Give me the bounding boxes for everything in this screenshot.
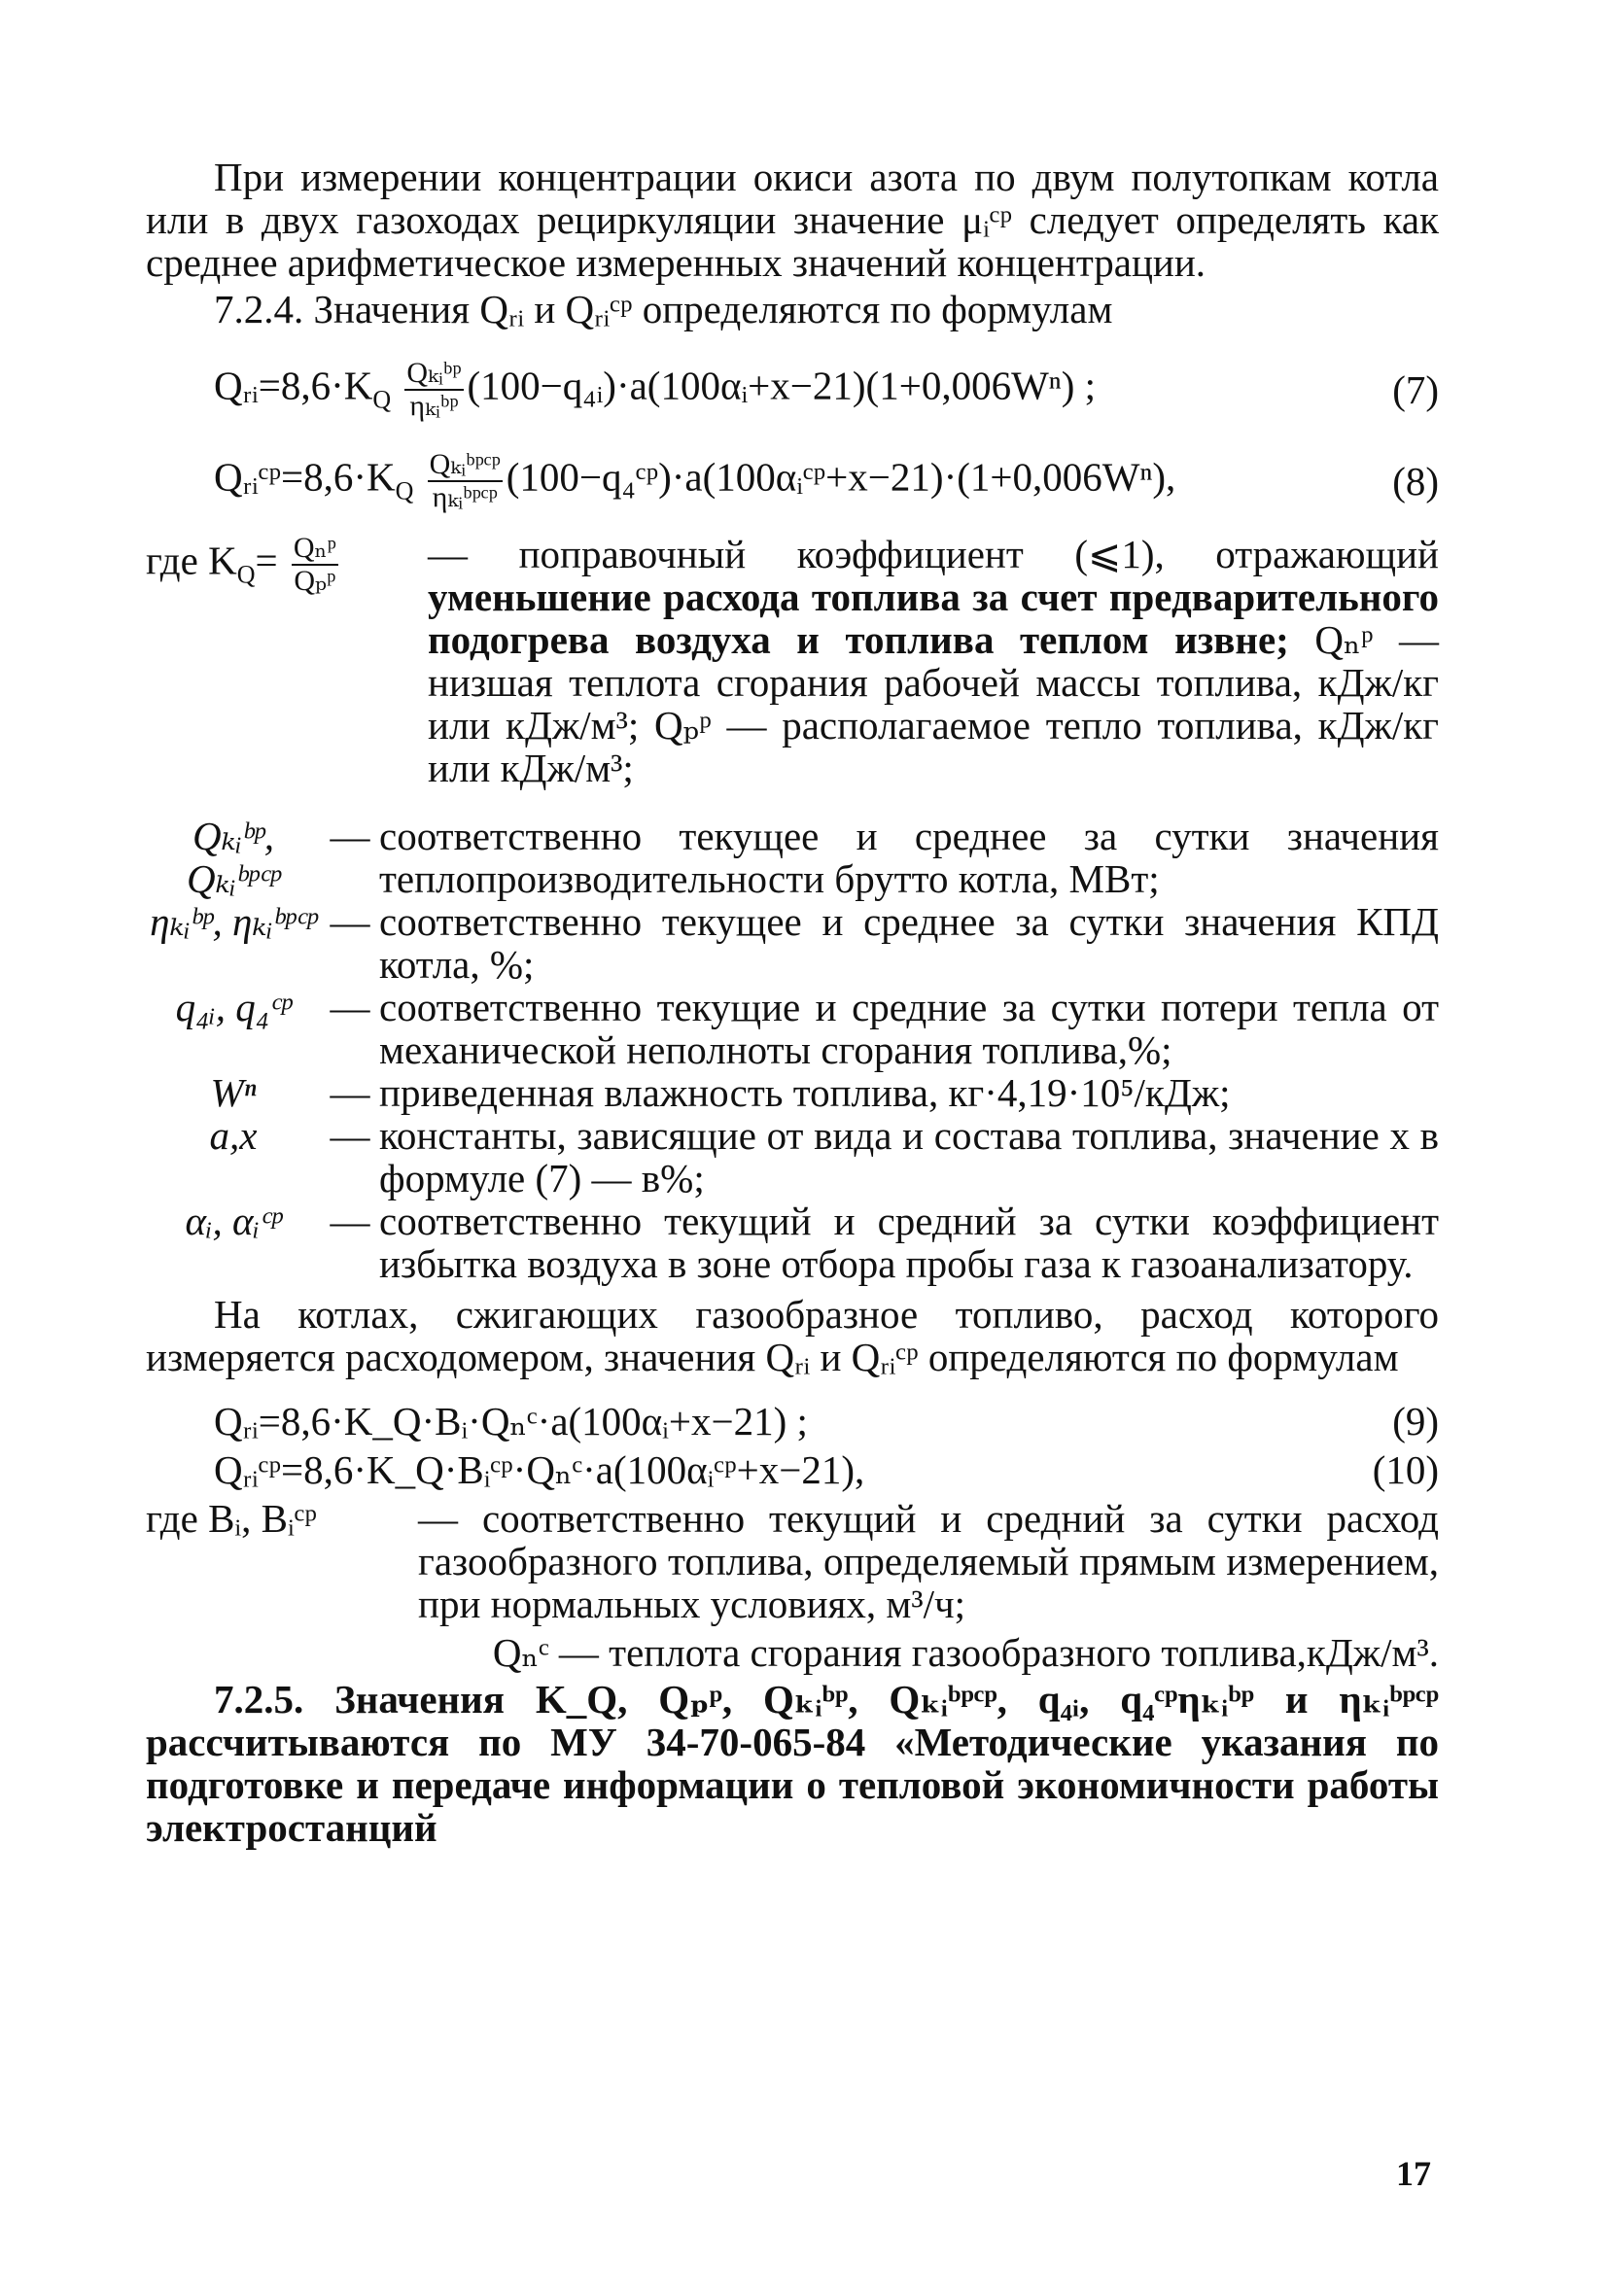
where-qnc-description: Qₙᶜ — теплота сгорания газообразного топлива,кДж/м³. (492, 1630, 1439, 1675)
formula-8-fraction (428, 449, 503, 513)
formula-9-expr: Qᵣᵢ=8,6·K_Q·Bᵢ·Qₙᶜ·a(100αᵢ+x−21) ; (214, 1399, 808, 1444)
formula-8-frac-bot: ηₖᵢᵇᵖᶜᵖ (432, 481, 498, 513)
formula-8-number: (8) (1392, 459, 1439, 504)
formula-9 (146, 1400, 1439, 1443)
where-b (146, 1497, 1439, 1625)
formula-8 (146, 449, 1439, 513)
formula-7 (146, 358, 1439, 422)
def-symbol: ηₖᵢᵇᵖ, ηₖᵢᵇᵖᶜᵖ (150, 899, 317, 944)
formula-8-lhs: Qᵣᵢᶜᵖ=8,6·K (214, 454, 396, 500)
def-symbol: Qₖᵢᵇᵖ, Qₖᵢᵇᵖᶜᵖ (186, 814, 281, 901)
def-symbol: a,x (209, 1113, 258, 1158)
formula-8-k-sub: Q (395, 476, 414, 505)
formula-7-fraction (404, 358, 463, 422)
where-kq-symbol: где $K_Q=$ $\frac{\text{Qₙᵖ}}{\text{Qₚᵖ}}$ (146, 532, 336, 597)
where-kq-bold-text: уменьшение расхода топлива за счет предварительного подогрева воздуха и топлива теплом извне; (428, 574, 1439, 662)
formula-7-frac-top: Qₖᵢᵇᵖ (406, 357, 462, 389)
formula-7-number: (7) (1392, 367, 1439, 412)
formula-8-rhs: (100−q₄ᶜᵖ)·a(100αᵢᶜᵖ+x−21)·(1+0,006Wⁿ), (506, 454, 1176, 500)
def-description: соответственно текущее и среднее за сутки значения теплопроизводительности брутто котла, МВт; (379, 814, 1439, 901)
def-symbol: q₄ᵢ, q₄ᶜᵖ (175, 985, 292, 1029)
formula-9-number: (9) (1392, 1399, 1439, 1444)
def-description: приведенная влажность топлива, кг·4,19·10⁵/кДж; (379, 1070, 1231, 1115)
formula-7-k-sub: Q (372, 385, 392, 414)
def-description: соответственно текущее и среднее за сутки значения КПД котла, %; (379, 899, 1439, 987)
where-kq-fraction: $\frac{\text{Qₙᵖ}}{\text{Qₚᵖ}}$ (293, 532, 336, 597)
formula-7-frac-bot: ηₖᵢᵇᵖ (409, 390, 459, 422)
formula-7-lhs: Qᵣᵢ=8,6·K (214, 363, 373, 408)
def-symbol: Wⁿ (210, 1070, 257, 1115)
def-description: соответственно текущие и средние за сутки потери тепла от механической неполноты сгорания топлива,%; (379, 985, 1439, 1072)
formula-10-number: (10) (1372, 1447, 1439, 1492)
definitions-list: Qₖᵢᵇᵖ, Qₖᵢᵇᵖᶜᵖ — соответственно текущее и среднее за сутки значения теплопроизводительности брутто котла, МВт; ηₖᵢᵇᵖ, ηₖᵢᵇᵖᶜᵖ — соответственно текущее и среднее за сутки значения КПД котла, %; q₄ᵢ, q₄ᶜᵖ — соответственно текущие и средние за сутки потери тепла от механической неполноты сгорания топлива,%; Wⁿ — приведенная влажность топлива, кг·4,19·10⁵/кДж; a,x — константы, зависящие от вида и состава топлива, значение x в формуле (7) — в%; αᵢ, αᵢᶜᵖ — соответственно текущий и средний за сутки коэффициент избытка воздуха в зоне отбора пробы газа к газоанализатору. (146, 815, 1439, 1285)
where-kq (146, 533, 1439, 789)
page-body (146, 156, 1439, 1849)
formula-10 (146, 1448, 1439, 1491)
paragraph-725: 7.2.5. Значения K_Q, Qₚᵖ, Qₖᵢᵇᵖ, Qₖᵢᵇᵖᶜᵖ, q₄ᵢ, q₄ᶜᵖηₖᵢᵇᵖ и ηₖᵢᵇᵖᶜᵖ рассчитываются по МУ 34-70-065-84 «Методические указания по подготовке и передаче информации о тепловой экономичности работы электростанций (146, 1677, 1439, 1850)
def-description: константы, зависящие от вида и состава топлива, значение x в формуле (7) — в%; (379, 1113, 1439, 1200)
paragraph-724: 7.2.4. Значения Qᵣᵢ и Qᵣᵢᶜᵖ определяются по формулам (214, 287, 1113, 331)
formula-10-expr: Qᵣᵢᶜᵖ=8,6·K_Q·Bᵢᶜᵖ·Qₙᶜ·a(100αᵢᶜᵖ+x−21), (214, 1447, 865, 1492)
def-description: соответственно текущий и средний за сутки коэффициент избытка воздуха в зоне отбора пробы газа к газоанализатору. (379, 1199, 1439, 1286)
def-symbol: αᵢ, αᵢᶜᵖ (185, 1199, 282, 1243)
formula-7-rhs: (100−q₄ᵢ)·a(100αᵢ+x−21)(1+0,006Wⁿ) ; (467, 363, 1096, 408)
where-kq-description: — поправочный коэффициент (⩽1), отражающий уменьшение расхода топлива за счет предварительного подогрева воздуха и топлива теплом извне; Qₙᵖ — низшая теплота сгорания рабочей массы топлива, кДж/кг или кДж/м³; Qₚᵖ — располагаемое тепло топлива, кДж/кг или кДж/м³; (428, 532, 1439, 790)
paragraph-nox: При измерении концентрации окиси азота по двум полутопкам котла или в двух газоходах рециркуляции значение μᵢᶜᵖ следует определять как среднее арифметическое измеренных значений концентрации. (146, 155, 1439, 285)
where-b-symbol: где Bᵢ, Bᵢᶜᵖ (146, 1496, 317, 1541)
where-b-description: — соответственно текущий и средний за сутки расход газообразного топлива, определяемый прямым измерением, при нормальных условиях, м³/ч; (418, 1496, 1439, 1626)
formula-8-frac-top: Qₖᵢᵇᵖᶜᵖ (429, 448, 501, 480)
paragraph-gas: На котлах, сжигающих газообразное топливо, расход которого измеряется расходомером, значения Qᵣᵢ и Qᵣᵢᶜᵖ определяются по формулам (146, 1292, 1439, 1379)
page-number: 17 (1396, 2154, 1431, 2193)
